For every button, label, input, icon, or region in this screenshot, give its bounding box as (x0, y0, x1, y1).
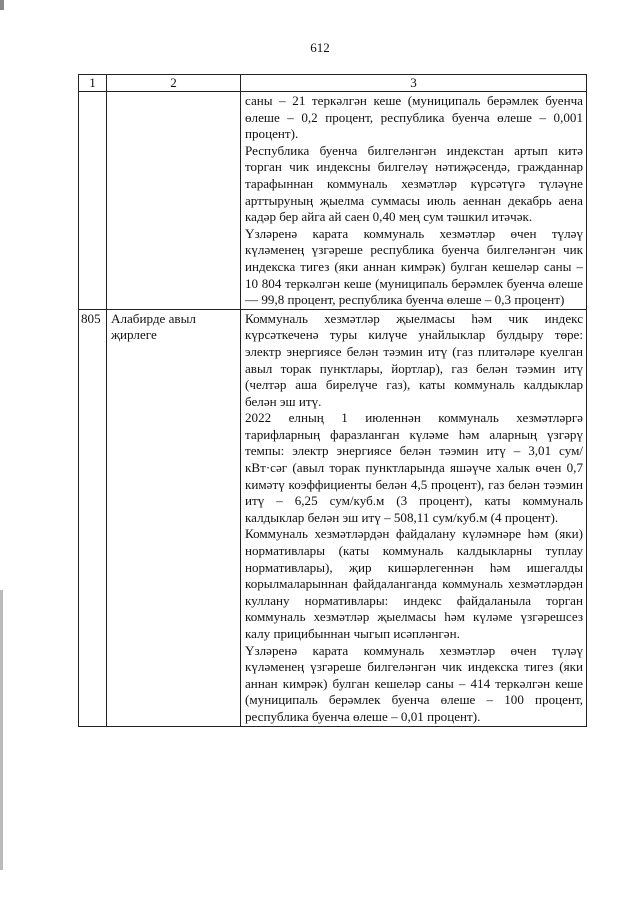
document-table (78, 74, 587, 727)
scan-artifact-mark (0, 0, 4, 10)
description-paragraph: саны – 21 теркәлгән кеше (муниципаль берәмлек буенча өлеше – 0,2 процент, республика буенча өлеше – 0,001 процент). (245, 93, 583, 142)
description-paragraph: Үзләренә карата коммуналь хезмәтләр өчен түләү күләменең үзгәреше билгеләнгән чик индекска тигез (яки аннан кимрәк) булган кешеләр саны – 414 теркәлгән кеше (муниципаль берәмлек буенча өлеше – 100 процент, республика буенча өлеше – 0,01 процент). (245, 642, 583, 724)
settlement-name-cell (107, 92, 241, 310)
column-header-1: 1 (79, 75, 107, 92)
description-cell (241, 92, 587, 310)
row-number-cell: 805 (79, 309, 107, 726)
description-paragraph: Коммуналь хезмәтләр җыелмасы һәм чик индекс күрсәткеченә туры килүче унайлыклар булдыру төре: электр энергиясе белән тәэмин итү (газ плитәләре куелган авыл торак пунктлары, йортлар), газ белән тәэмин итү (челтәр аша бирелүче газ), каты коммуналь калдыклар белән эш итү. (245, 310, 583, 409)
page-number: 612 (310, 40, 330, 55)
description-paragraph: Республика буенча билгеләнгән индекстан артып китә торган чик индексны билгеләү нәтиҗәсендә, гражданнар тарафыннан коммуналь хезмәтләр күрсәтүгә түләүне арттыруның җыелма суммасы июль аеннан декабрь аена кадәр бер айга ай саен 0,40 мең сум тәшкил итәчәк. (245, 142, 583, 225)
description-cell (241, 309, 587, 726)
table-row (79, 309, 587, 726)
column-header-3: 3 (241, 75, 587, 92)
settlement-name-cell: Алабирде авыл җирлеге (107, 309, 241, 726)
table-row (79, 92, 587, 310)
scan-artifact-edge (0, 590, 3, 870)
row-number-cell (79, 92, 107, 310)
description-paragraph: 2022 елның 1 июленнән коммуналь хезмәтләргә тарифларның фаразланган күләме һәм аларның үзгәрү темпы: электр энергиясе белән тәэмин итү – 3,01 сум/кВт·сәг (авыл торак пунктларында яшәүче халык өчен 0,7 кимәтү коэффициенты белән 4,5 процент), газ белән тәэмин итү – 6,25 сум/куб.м (3 процент), каты коммуналь калдыклар белән эш итү – 508,11 сум/куб.м (4 процент). (245, 410, 583, 525)
description-paragraph: Үзләренә карата коммуналь хезмәтләр өчен түләү күләменең үзгәреше республика буенча билгеләнгән чик индекска тигез (яки аннан кимрәк) булган кешеләр саны – 10 804 теркәлгән кеше (муниципаль берәмлек буенча өлеше — 99,8 процент, республика буенча өлеше – 0,3 процент) (245, 225, 583, 308)
column-header-2: 2 (107, 75, 241, 92)
description-paragraph: Коммуналь хезмәтләрдән файдалану күләмнәре һәм (яки) нормативлары (каты коммуналь калдыкларны туплау нормативлары), җир кишәрлегеннән һәм ишегалды корылмаларыннан файдаланганда коммуналь хезмәтләрдән куллану нормативлары: индекс файдаланыла торган коммуналь хезмәтләр җыелмасы һәм күләме үзгәрешсез калу прицибыннан чыгып исәпләнгән. (245, 526, 583, 641)
table-header-row (79, 75, 587, 92)
